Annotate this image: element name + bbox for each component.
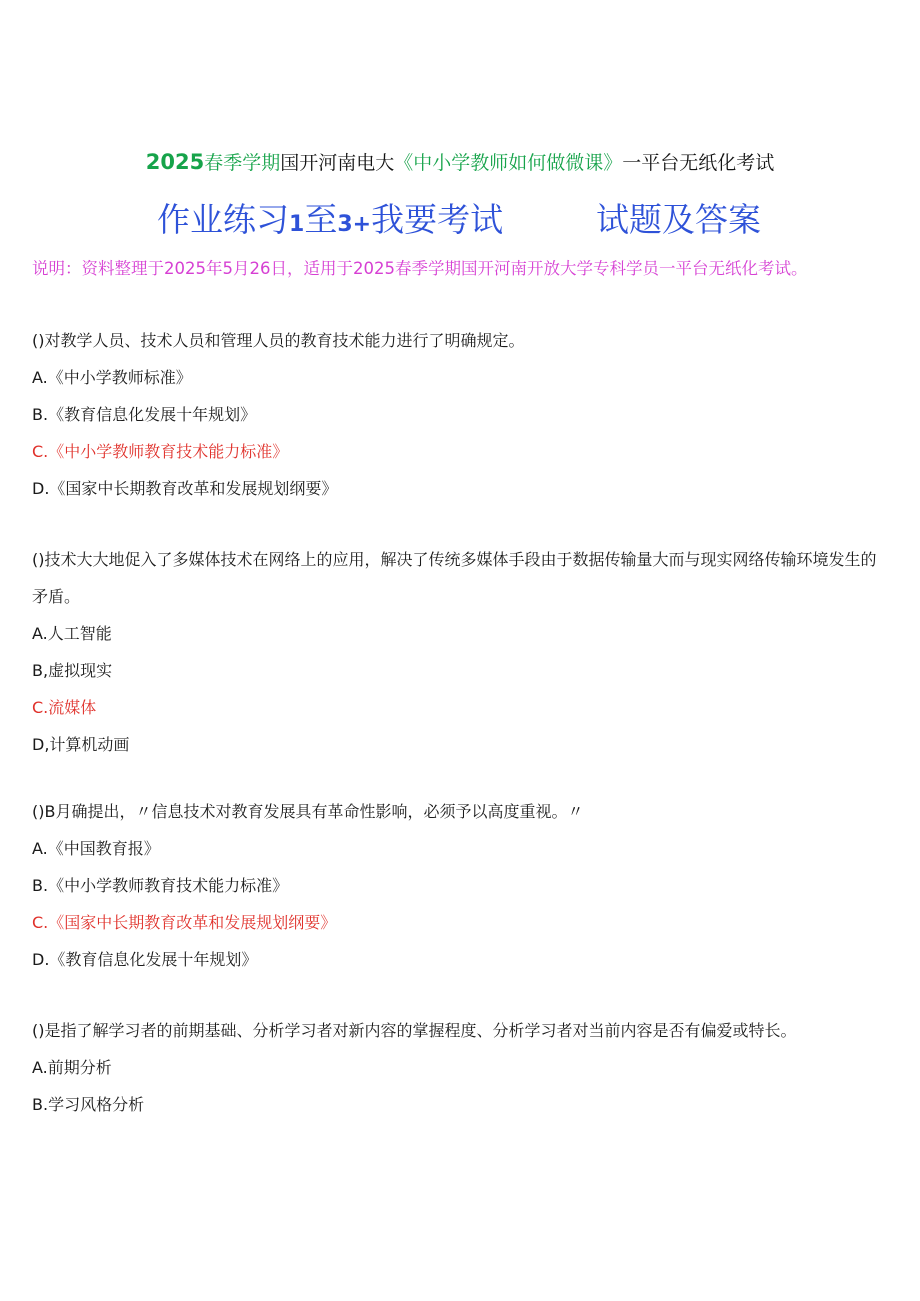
question-4 bbox=[32, 1012, 888, 1123]
subtitle-left-a: 作业练习 bbox=[157, 200, 289, 239]
subtitle-right: 试题及答案 bbox=[596, 200, 761, 239]
option-b: B,虚拟现实 bbox=[32, 661, 113, 680]
question-1 bbox=[32, 322, 888, 507]
option-b: B.学习风格分析 bbox=[32, 1095, 145, 1114]
subtitle-left-c: 至 bbox=[304, 200, 338, 239]
subtitle-left-d: 3+ bbox=[337, 212, 372, 237]
subtitle-left-e: 我要考试 bbox=[371, 200, 504, 239]
option-a: A.《中国教育报》 bbox=[32, 839, 160, 858]
option-b: B.《教育信息化发展十年规划》 bbox=[32, 405, 257, 424]
option-a: A.前期分析 bbox=[32, 1058, 112, 1077]
subtitle-left-b: 1 bbox=[289, 212, 305, 237]
option-c-answer: C.《国家中长期教育改革和发展规划纲要》 bbox=[32, 913, 337, 932]
question-3 bbox=[32, 793, 888, 978]
question-2 bbox=[32, 541, 888, 763]
option-b: B.《中小学教师教育技术能力标准》 bbox=[32, 876, 289, 895]
title-school: 国开河南电大 bbox=[280, 152, 395, 174]
question-stem: ()对教学人员、技术人员和管理人员的教育技术能力进行了明确规定。 bbox=[32, 331, 525, 350]
title-year: 2025 bbox=[145, 150, 205, 174]
document-subtitle bbox=[0, 196, 920, 244]
question-stem: ()技术大大地促入了多媒体技术在网络上的应用，解决了传统多媒体手段由于数据传输量大而与现实网络传输环境发生的矛盾。 bbox=[32, 550, 877, 606]
document-note: 说明：资料整理于2025年5月26日，适用于2025春季学期国开河南开放大学专科学员一平台无纸化考试。 bbox=[32, 259, 808, 278]
title-course: 《中小学教师如何做微课》 bbox=[394, 152, 623, 174]
option-d: D.《国家中长期教育改革和发展规划纲要》 bbox=[32, 479, 338, 498]
subtitle-left bbox=[157, 196, 503, 249]
option-a: A.《中小学教师标准》 bbox=[32, 368, 192, 387]
title-term: 春季学期 bbox=[204, 152, 281, 174]
title-platform: 一平台无纸化考试 bbox=[622, 152, 775, 174]
option-c-answer: C.流媒体 bbox=[32, 698, 97, 717]
option-c-answer: C.《中小学教师教育技术能力标准》 bbox=[32, 442, 289, 461]
option-d: D.《教育信息化发展十年规划》 bbox=[32, 950, 258, 969]
question-stem: ()是指了解学习者的前期基础、分析学习者对新内容的掌握程度、分析学习者对当前内容是否有偏爱或特长。 bbox=[32, 1021, 797, 1040]
option-d: D,计算机动画 bbox=[32, 735, 130, 754]
document-title bbox=[0, 148, 920, 177]
question-stem: ()B月确提出，〃信息技术对教育发展具有革命性影响，必须予以高度重视。〃 bbox=[32, 802, 584, 821]
option-a: A.人工智能 bbox=[32, 624, 112, 643]
